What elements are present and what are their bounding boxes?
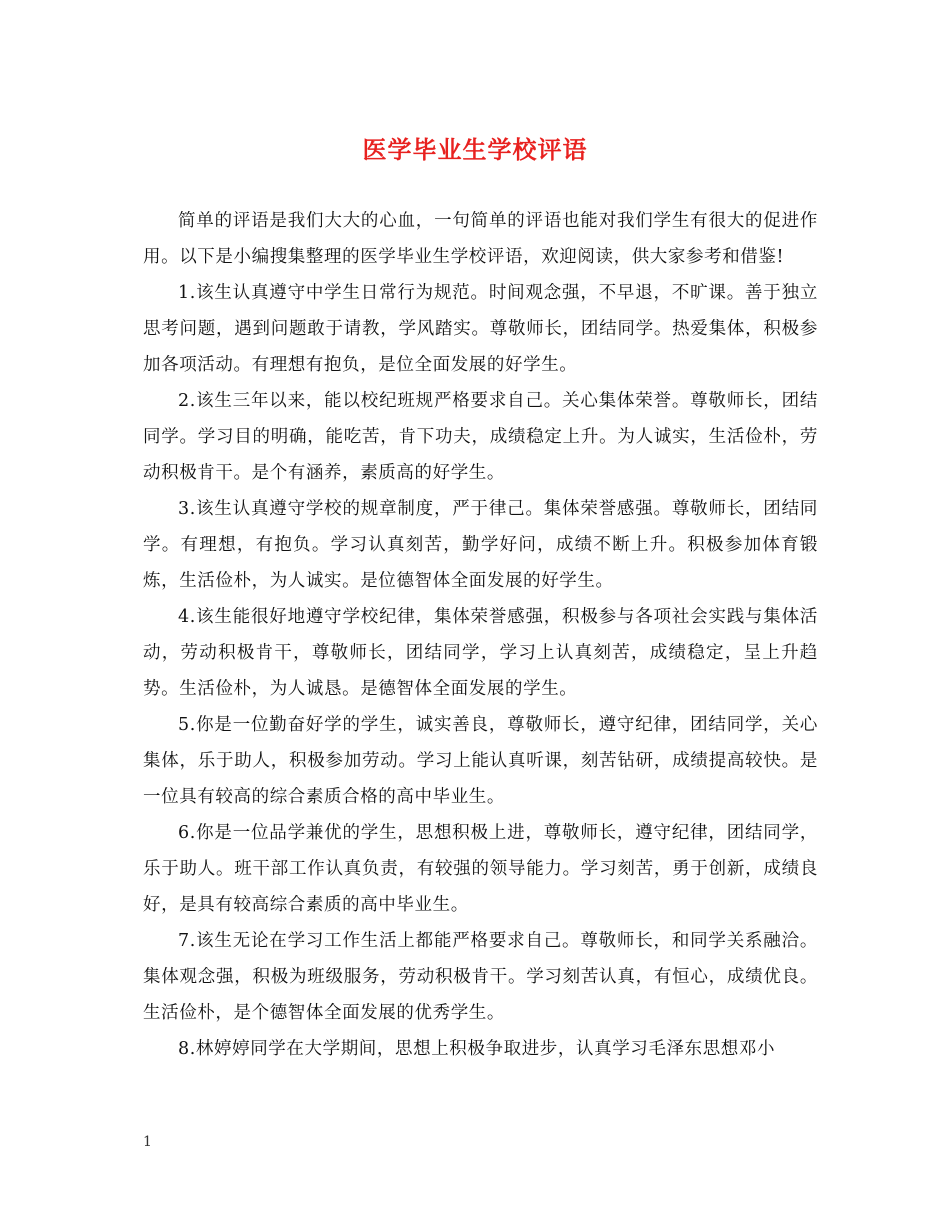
comment-paragraph-4: 4.该生能很好地遵守学校纪律，集体荣誉感强，积极参与各项社会实践与集体活动，劳动积极肯干，尊敬师长，团结同学，学习上认真刻苦，成绩稳定，呈上升趋势。生活俭朴，为人诚恳。是德智体全面发展的学生。 — [143, 607, 818, 699]
page-number: 1 — [143, 1134, 152, 1150]
intro-paragraph: 简单的评语是我们大大的心血，一句简单的评语也能对我们学生有很大的促进作用。以下是小编搜集整理的医学毕业生学校评语，欢迎阅读，供大家参考和借鉴! — [143, 211, 818, 267]
comment-paragraph-2: 2.该生三年以来，能以校纪班规严格要求自己。关心集体荣誉。尊敬师长，团结同学。学习目的明确，能吃苦，肯下功夫，成绩稳定上升。为人诚实，生活俭朴，劳动积极肯干。是个有涵养，素质高的好学生。 — [143, 391, 818, 483]
document-body — [143, 203, 818, 1067]
comment-paragraph-3: 3.该生认真遵守学校的规章制度，严于律己。集体荣誉感强。尊敬师长，团结同学。有理想，有抱负。学习认真刻苦，勤学好问，成绩不断上升。积极参加体育锻炼，生活俭朴，为人诚实。是位德智体全面发展的好学生。 — [143, 499, 818, 591]
comment-paragraph-7: 7.该生无论在学习工作生活上都能严格要求自己。尊敬师长，和同学关系融洽。集体观念强，积极为班级服务，劳动积极肯干。学习刻苦认真，有恒心，成绩优良。生活俭朴，是个德智体全面发展的优秀学生。 — [143, 931, 818, 1023]
comment-paragraph-5: 5.你是一位勤奋好学的学生，诚实善良，尊敬师长，遵守纪律，团结同学，关心集体，乐于助人，积极参加劳动。学习上能认真听课，刻苦钻研，成绩提高较快。是一位具有较高的综合素质合格的高中毕业生。 — [143, 715, 818, 807]
document-title: 医学毕业生学校评语 — [362, 135, 588, 164]
comment-paragraph-6: 6.你是一位品学兼优的学生，思想积极上进，尊敬师长，遵守纪律，团结同学，乐于助人。班干部工作认真负责，有较强的领导能力。学习刻苦，勇于创新，成绩良好，是具有较高综合素质的高中毕业生。 — [143, 823, 818, 915]
comment-paragraph-8: 8.林婷婷同学在大学期间，思想上积极争取进步，认真学习毛泽东思想邓小 — [178, 1039, 776, 1059]
comment-paragraph-1: 1.该生认真遵守中学生日常行为规范。时间观念强，不早退，不旷课。善于独立思考问题，遇到问题敢于请教，学风踏实。尊敬师长，团结同学。热爱集体，积极参加各项活动。有理想有抱负，是位全面发展的好学生。 — [143, 283, 818, 375]
